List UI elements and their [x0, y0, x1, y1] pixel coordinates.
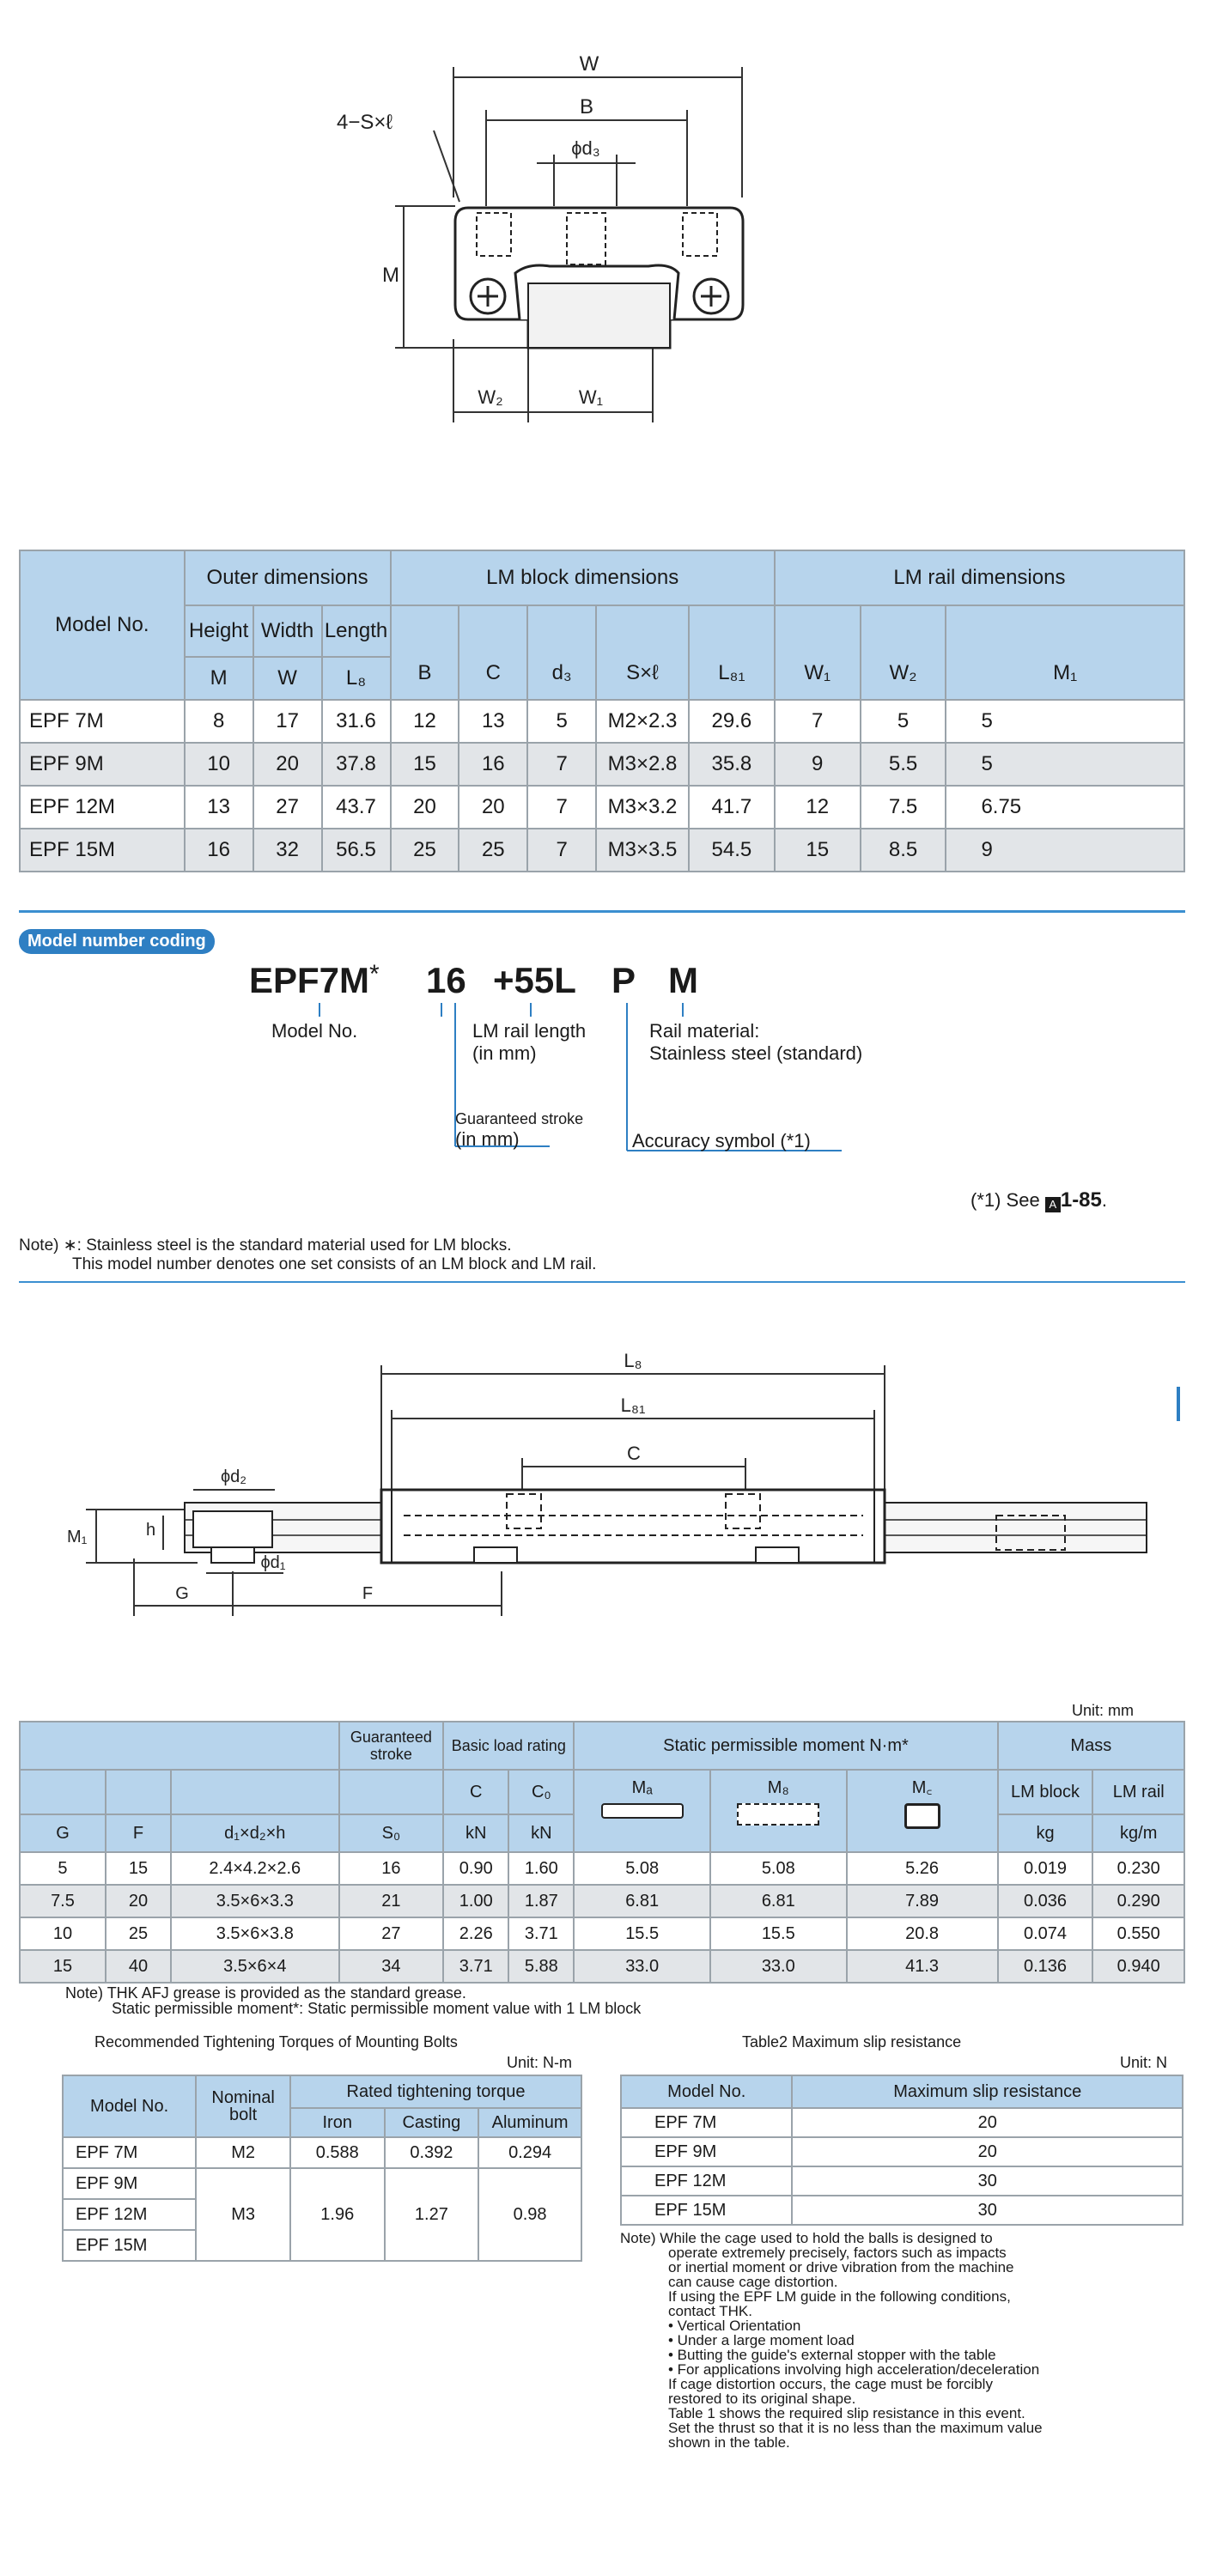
divider — [19, 910, 1185, 913]
code-label-material-1: Rail material: — [649, 1020, 760, 1042]
note-stainless — [19, 1236, 596, 1274]
cell: EPF 12M — [63, 2199, 196, 2230]
label-h: h — [146, 1521, 156, 1540]
header-c: C — [459, 605, 527, 700]
code-label-material — [649, 1020, 862, 1065]
cell: 20.8 — [847, 1917, 998, 1950]
cell: 5.26 — [847, 1852, 998, 1885]
label-4sxl: 4−S×ℓ — [337, 111, 393, 134]
slip-note-line: can cause cage distortion. — [668, 2274, 838, 2290]
cell: 27 — [253, 786, 322, 829]
cell: 56.5 — [322, 829, 391, 872]
torque-header-aluminum: Aluminum — [478, 2108, 581, 2137]
slip-resistance-table — [620, 2075, 1183, 2226]
code-label-material-2: Stainless steel (standard) — [649, 1042, 863, 1064]
code-label-rail-length-2: (in mm) — [472, 1042, 537, 1064]
cell: 41.7 — [689, 786, 775, 829]
slip-note-line: • Vertical Orientation — [668, 2318, 801, 2334]
header-b: B — [391, 605, 459, 700]
cell: 15 — [391, 743, 459, 786]
table-row — [20, 1885, 1184, 1917]
header-lm-rail: LM rail — [1092, 1770, 1184, 1814]
cell: 43.7 — [322, 786, 391, 829]
cell: 0.019 — [998, 1852, 1093, 1885]
cell: 16 — [185, 829, 253, 872]
label-m: M — [382, 264, 399, 287]
cell: M3×3.2 — [596, 786, 689, 829]
header-c0: C₀ — [508, 1770, 574, 1814]
header-static-moment: Static permissible moment N·m* — [574, 1722, 997, 1770]
cell: 25 — [391, 829, 459, 872]
cell: 33.0 — [710, 1950, 847, 1983]
table-row — [621, 2166, 1183, 2196]
cell: M2 — [196, 2137, 290, 2168]
header-f: F — [106, 1814, 171, 1852]
cell: 5.88 — [508, 1950, 574, 1983]
cell: 2.4×4.2×2.6 — [171, 1852, 339, 1885]
header-length: Length — [322, 605, 391, 657]
cell: M3 — [196, 2168, 290, 2261]
header-lm-block: LM block — [998, 1770, 1093, 1814]
cell: 9 — [775, 743, 861, 786]
cell: M3×3.5 — [596, 829, 689, 872]
cell: EPF 15M — [621, 2196, 792, 2225]
cell: EPF 12M — [621, 2166, 792, 2196]
cell: 7 — [527, 829, 596, 872]
code-part-rail-length: +55L — [493, 960, 576, 1000]
cell: 7.89 — [847, 1885, 998, 1917]
header-g-top — [20, 1770, 106, 1814]
slip-note-line: If cage distortion occurs, the cage must be forcibly — [668, 2376, 993, 2392]
header-g: G — [20, 1814, 106, 1852]
cell: 1.27 — [385, 2168, 479, 2261]
header-sxl: S×ℓ — [596, 605, 689, 700]
header-c-kn: kN — [443, 1814, 508, 1852]
cell: 20 — [792, 2108, 1183, 2137]
cell: 0.036 — [998, 1885, 1093, 1917]
cell: 7 — [527, 786, 596, 829]
cell: 5 — [861, 700, 946, 743]
slip-note-line: Table 1 shows the required slip resistance in this event. — [668, 2405, 1025, 2421]
code-label-accuracy: Accuracy symbol (*1) — [632, 1130, 811, 1151]
see-ref: 1-85 — [1060, 1188, 1102, 1212]
table-row — [621, 2196, 1183, 2225]
cell: 0.940 — [1092, 1950, 1184, 1983]
cell: 0.392 — [385, 2137, 479, 2168]
header-mass: Mass — [998, 1722, 1184, 1770]
slip-note — [620, 2231, 1043, 2450]
header-mb-label: M₈ — [767, 1778, 789, 1797]
cell: 0.588 — [290, 2137, 385, 2168]
cell: EPF 9M — [621, 2137, 792, 2166]
label-c: C — [627, 1443, 641, 1464]
blue-edge-marker — [1177, 1387, 1180, 1421]
dimensions-table — [19, 550, 1185, 872]
cell: 3.71 — [443, 1950, 508, 1983]
cell: 15.5 — [574, 1917, 710, 1950]
torque-header-rated: Rated tightening torque — [290, 2075, 581, 2108]
cell: 0.074 — [998, 1917, 1093, 1950]
code-part-model: EPF7M — [249, 960, 370, 1000]
coding-leaders — [0, 996, 1223, 1168]
cell: EPF 9M — [20, 743, 185, 786]
cell: 5.5 — [861, 743, 946, 786]
note-grease-line1: Note) THK AFJ grease is provided as the standard grease. — [65, 1984, 466, 2002]
torque-table — [62, 2075, 582, 2262]
table-row — [20, 1852, 1184, 1885]
header-lb: L₈ — [322, 657, 391, 700]
cell: 9 — [946, 829, 1184, 872]
slip-unit: Unit: N — [1120, 2054, 1168, 2071]
see-prefix: (*1) See — [970, 1189, 1040, 1211]
label-lb1: L₈₁ — [620, 1394, 646, 1416]
cell: 16 — [459, 743, 527, 786]
cell: 5.08 — [574, 1852, 710, 1885]
label-d2: ϕd₂ — [220, 1467, 247, 1486]
cell: 1.87 — [508, 1885, 574, 1917]
cell: 0.90 — [443, 1852, 508, 1885]
cell: 5 — [527, 700, 596, 743]
cell: 15 — [20, 1950, 106, 1983]
moment-a-icon — [601, 1803, 684, 1819]
cell: M2×2.3 — [596, 700, 689, 743]
header-ma — [574, 1770, 710, 1852]
cell: 7.5 — [861, 786, 946, 829]
code-model — [249, 960, 380, 1001]
cell: 10 — [185, 743, 253, 786]
cell: 25 — [459, 829, 527, 872]
slip-note-line: or inertial moment or drive vibration from the machine — [668, 2259, 1014, 2275]
unit-mm: Unit: mm — [1072, 1702, 1134, 1719]
header-w: W — [253, 657, 322, 700]
header-kg: kg — [998, 1814, 1093, 1852]
header-d3: d₃ — [527, 605, 596, 700]
cell: 8 — [185, 700, 253, 743]
cell: 20 — [459, 786, 527, 829]
cell: 41.3 — [847, 1950, 998, 1983]
header-height: Height — [185, 605, 253, 657]
header-width: Width — [253, 605, 322, 657]
label-lb: L₈ — [624, 1350, 642, 1371]
cell: 12 — [775, 786, 861, 829]
cell: 15.5 — [710, 1917, 847, 1950]
table-row — [20, 1950, 1184, 1983]
cell: 1.96 — [290, 2168, 385, 2261]
header-ma-label: Mₐ — [631, 1778, 653, 1797]
cell: 6.75 — [946, 786, 1184, 829]
cell: 3.5×6×4 — [171, 1950, 339, 1983]
cell: 21 — [339, 1885, 444, 1917]
header-d-top — [171, 1770, 339, 1814]
torque-header-model: Model No. — [63, 2075, 196, 2137]
model-number-coding-tag: Model number coding — [19, 929, 215, 954]
cell: EPF 7M — [621, 2108, 792, 2137]
cell: 0.136 — [998, 1950, 1093, 1983]
slip-note-line: • Butting the guide's external stopper with the table — [668, 2347, 996, 2363]
label-w2: W₂ — [478, 386, 503, 408]
cell: 30 — [792, 2196, 1183, 2225]
header-c0-kn: kN — [508, 1814, 574, 1852]
code-label-stroke-1: Guaranteed stroke — [455, 1110, 584, 1127]
cell: 17 — [253, 700, 322, 743]
table-row — [20, 1917, 1184, 1950]
slip-note-line: • Under a large moment load — [668, 2332, 855, 2348]
header-c2: C — [443, 1770, 508, 1814]
header-basic-load-rating: Basic load rating — [443, 1722, 574, 1770]
cell: 31.6 — [322, 700, 391, 743]
header-f-top — [106, 1770, 171, 1814]
slip-header-model: Model No. — [621, 2075, 792, 2108]
cell: 0.290 — [1092, 1885, 1184, 1917]
header-outer-dimensions: Outer dimensions — [185, 550, 391, 605]
label-d1: ϕd₁ — [260, 1553, 286, 1572]
header-guaranteed-stroke: Guaranteed stroke — [339, 1722, 444, 1770]
divider — [19, 1281, 1185, 1283]
slip-note-line: Set the thrust so that it is no less than the maximum value — [668, 2420, 1043, 2436]
header-mc — [847, 1770, 998, 1852]
label-w1: W₁ — [578, 386, 604, 408]
cell: 5 — [20, 1852, 106, 1885]
cell: 15 — [775, 829, 861, 872]
table-row — [63, 2168, 581, 2199]
header-lm-block-dimensions: LM block dimensions — [391, 550, 775, 605]
cell: 33.0 — [574, 1950, 710, 1983]
cell: 15 — [106, 1852, 171, 1885]
cell: EPF 15M — [20, 829, 185, 872]
cell: 1.60 — [508, 1852, 574, 1885]
header-d1d2h: d₁×d₂×h — [171, 1814, 339, 1852]
cell: 40 — [106, 1950, 171, 1983]
cell: M3×2.8 — [596, 743, 689, 786]
cell: 6.81 — [710, 1885, 847, 1917]
header-lm-rail-dimensions: LM rail dimensions — [775, 550, 1184, 605]
note-grease — [65, 1985, 641, 2016]
cell: 8.5 — [861, 829, 946, 872]
header-m: M — [185, 657, 253, 700]
cell: 3.5×6×3.8 — [171, 1917, 339, 1950]
cell: 2.26 — [443, 1917, 508, 1950]
header-m1: M₁ — [946, 605, 1184, 700]
cell: 0.294 — [478, 2137, 581, 2168]
page-ref-icon: A — [1045, 1197, 1061, 1212]
cell: EPF 15M — [63, 2230, 196, 2261]
header-w1: W₁ — [775, 605, 861, 700]
cell: 16 — [339, 1852, 444, 1885]
label-f: F — [362, 1584, 374, 1603]
slip-caption: Table2 Maximum slip resistance — [742, 2033, 962, 2050]
cell: 12 — [391, 700, 459, 743]
cell: 5.08 — [710, 1852, 847, 1885]
note-stainless-line2: This model number denotes one set consists of an LM block and LM rail. — [72, 1255, 597, 1273]
cell: 3.71 — [508, 1917, 574, 1950]
torque-header-bolt: Nominal bolt — [196, 2075, 290, 2137]
cell: 5 — [946, 700, 1184, 743]
header-s0: S₀ — [339, 1814, 444, 1852]
see-suffix: . — [1101, 1189, 1108, 1211]
label-m1: M₁ — [67, 1528, 88, 1546]
cell: 0.230 — [1092, 1852, 1184, 1885]
table-row — [20, 700, 1184, 743]
torque-header-iron: Iron — [290, 2108, 385, 2137]
slip-note-line: If using the EPF LM guide in the following conditions, — [668, 2288, 1011, 2305]
slip-note-line: contact THK. — [668, 2303, 752, 2319]
table-row — [20, 743, 1184, 786]
label-w: W — [579, 52, 599, 76]
cell: 34 — [339, 1950, 444, 1983]
cell: 0.550 — [1092, 1917, 1184, 1950]
code-part-material: M — [668, 960, 698, 1000]
note-grease-line2: Static permissible moment*: Static permissible moment value with 1 LM block — [112, 2000, 642, 2017]
moment-c-icon — [904, 1803, 940, 1829]
cell: 6.81 — [574, 1885, 710, 1917]
label-b: B — [579, 95, 594, 118]
table-row — [20, 786, 1184, 829]
cell: 3.5×6×3.3 — [171, 1885, 339, 1917]
header-model-no: Model No. — [20, 550, 185, 700]
header-w2: W₂ — [861, 605, 946, 700]
cell: 1.00 — [443, 1885, 508, 1917]
cell: 25 — [106, 1917, 171, 1950]
torque-header-casting: Casting — [385, 2108, 479, 2137]
note-stainless-line1: Note) ∗: Stainless steel is the standard material used for LM blocks. — [19, 1236, 512, 1255]
cell: EPF 7M — [20, 700, 185, 743]
cell: 20 — [792, 2137, 1183, 2166]
cell: 20 — [391, 786, 459, 829]
code-label-stroke — [455, 1109, 583, 1151]
cell: 13 — [459, 700, 527, 743]
label-g: G — [175, 1584, 189, 1603]
cell: 7 — [527, 743, 596, 786]
cell: EPF 7M — [63, 2137, 196, 2168]
label-d3: ϕd₃ — [571, 137, 600, 159]
header-kgm: kg/m — [1092, 1814, 1184, 1852]
cell: 27 — [339, 1917, 444, 1950]
cell: 20 — [106, 1885, 171, 1917]
cell: 10 — [20, 1917, 106, 1950]
code-label-stroke-2: (in mm) — [455, 1128, 520, 1150]
table-row — [20, 829, 1184, 872]
code-part-star: * — [369, 960, 380, 988]
header-blank — [20, 1722, 339, 1770]
code-label-model: Model No. — [271, 1020, 358, 1042]
cell: 5 — [946, 743, 1184, 786]
cell: 30 — [792, 2166, 1183, 2196]
load-rating-table — [19, 1721, 1185, 1984]
cross-section-drawing — [0, 0, 1223, 447]
code-part-accuracy: P — [612, 960, 636, 1000]
table-row — [63, 2137, 581, 2168]
cell: 20 — [253, 743, 322, 786]
slip-header-max: Maximum slip resistance — [792, 2075, 1183, 2108]
table-row — [621, 2137, 1183, 2166]
cell: 0.98 — [478, 2168, 581, 2261]
cell: 7.5 — [20, 1885, 106, 1917]
header-s0-top — [339, 1770, 444, 1814]
slip-note-line: • For applications involving high acceleration/deceleration — [668, 2361, 1040, 2378]
code-part-rail-count: 16 — [426, 960, 466, 1000]
slip-note-line: restored to its original shape. — [668, 2391, 856, 2407]
side-view-drawing — [0, 1322, 1223, 1640]
cell: 37.8 — [322, 743, 391, 786]
code-label-rail-length — [472, 1020, 586, 1065]
slip-note-line: Note) While the cage used to hold the balls is designed to — [620, 2230, 993, 2246]
cell: 32 — [253, 829, 322, 872]
cell: EPF 9M — [63, 2168, 196, 2199]
code-label-rail-length-1: LM rail length — [472, 1020, 587, 1042]
cell: 29.6 — [689, 700, 775, 743]
slip-note-line: operate extremely precisely, factors such as impacts — [668, 2245, 1007, 2261]
table-row — [621, 2108, 1183, 2137]
torque-caption: Recommended Tightening Torques of Mounting Bolts — [94, 2033, 458, 2050]
header-mb — [710, 1770, 847, 1852]
cell: 13 — [185, 786, 253, 829]
header-lb1: L₈₁ — [689, 605, 775, 700]
moment-b-icon — [737, 1803, 819, 1826]
cell: 35.8 — [689, 743, 775, 786]
header-mc-label: M꜀ — [911, 1778, 933, 1797]
see-reference — [970, 1188, 1107, 1212]
cell: 7 — [775, 700, 861, 743]
cell: EPF 12M — [20, 786, 185, 829]
cell: 54.5 — [689, 829, 775, 872]
slip-note-line: shown in the table. — [668, 2434, 790, 2451]
torque-unit: Unit: N-m — [507, 2054, 572, 2071]
